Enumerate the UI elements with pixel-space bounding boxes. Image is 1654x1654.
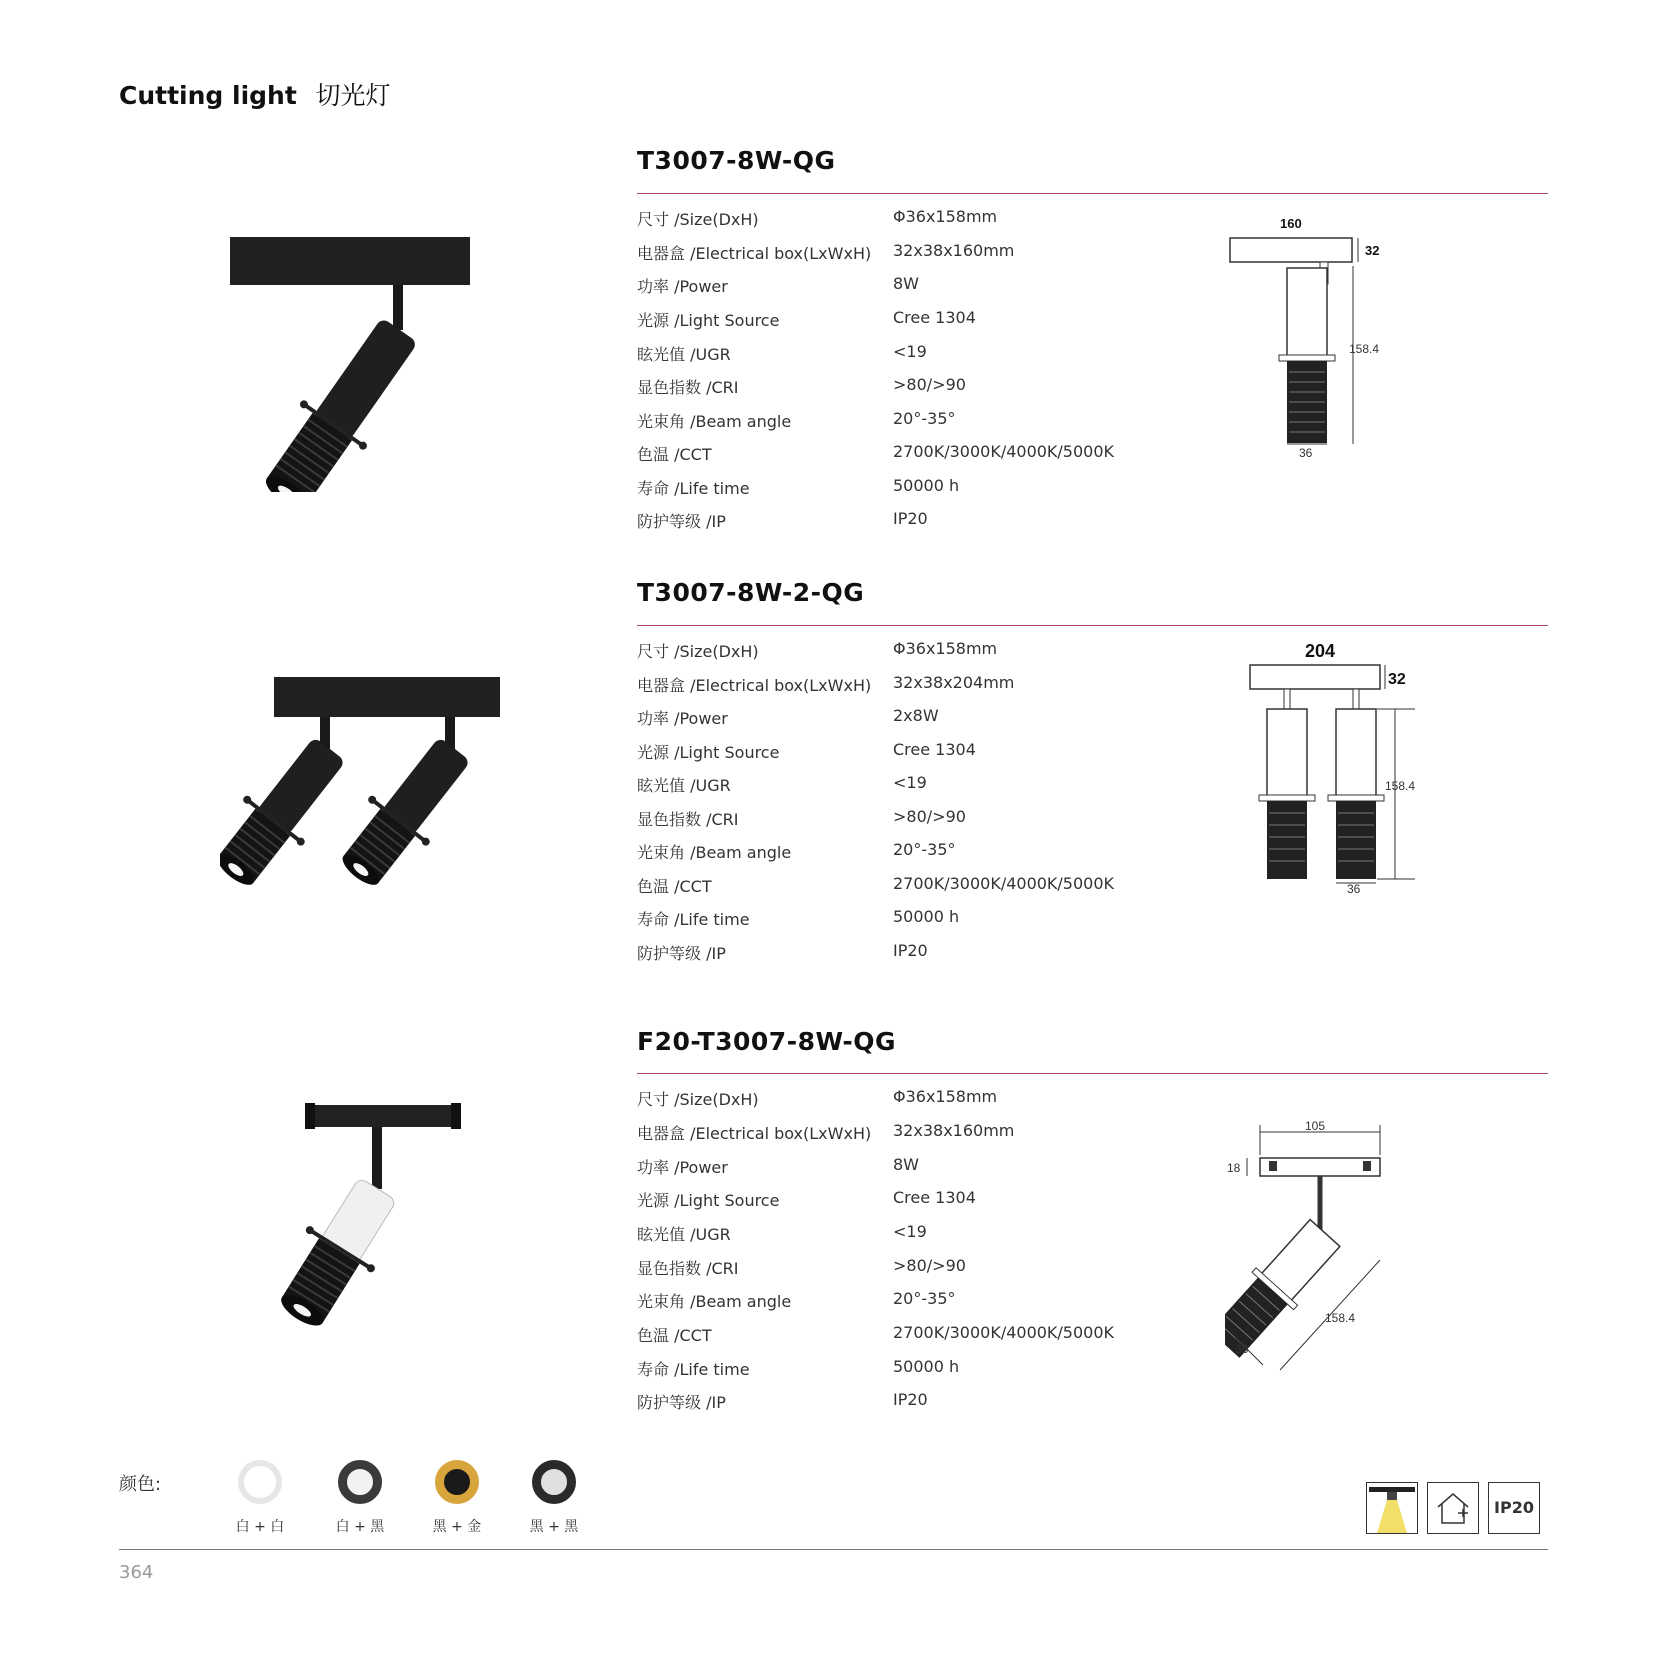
page-title-en: Cutting light <box>119 81 297 110</box>
spec-value: Cree 1304 <box>893 740 976 759</box>
dimension-drawing <box>1225 1115 1435 1385</box>
product-name: F20-T3007-8W-QG <box>637 1027 897 1056</box>
spec-value: 32x38x204mm <box>893 673 1015 692</box>
dimension-drawing <box>1245 635 1445 895</box>
spec-value: 2700K/3000K/4000K/5000K <box>893 1323 1115 1342</box>
spec-value: 50000 h <box>893 1357 960 1376</box>
spec-value: 2x8W <box>893 706 939 725</box>
spec-label: 色温 /CCT <box>637 877 712 896</box>
spec-value: 50000 h <box>893 907 960 926</box>
spec-label: 光源 /Light Source <box>637 311 780 330</box>
spec-label: 显色指数 /CRI <box>637 810 739 829</box>
spec-label: 色温 /CCT <box>637 1326 712 1345</box>
spec-label: 光束角 /Beam angle <box>637 412 792 431</box>
spec-value: 2700K/3000K/4000K/5000K <box>893 874 1115 893</box>
drawing-diameter: 36 <box>1235 1342 1249 1356</box>
color-swatch <box>238 1460 282 1504</box>
spec-label: 尺寸 /Size(DxH) <box>637 1090 759 1109</box>
spec-label: 电器盒 /Electrical box(LxWxH) <box>637 1124 872 1143</box>
page-number: 364 <box>119 1562 154 1583</box>
color-caption: 黑 + 金 <box>432 1519 482 1535</box>
spec-value: <19 <box>893 342 927 361</box>
drawing-height: 32 <box>1365 243 1380 258</box>
product-photo <box>220 672 510 902</box>
spec-label: 寿命 /Life time <box>637 910 750 929</box>
color-option[interactable] <box>232 1460 288 1536</box>
colors-label: 颜色: <box>119 1474 162 1495</box>
spec-value: <19 <box>893 1222 927 1241</box>
spec-value: Φ36x158mm <box>893 639 998 658</box>
spec-value: 20°-35° <box>893 840 956 859</box>
dimension-drawing <box>1225 210 1415 460</box>
drawing-length: 158.4 <box>1325 1311 1356 1325</box>
section-divider <box>637 625 1548 626</box>
color-swatch <box>435 1460 479 1504</box>
drawing-height: 18 <box>1227 1161 1241 1175</box>
spec-value: 8W <box>893 274 919 293</box>
spec-label: 功率 /Power <box>637 1158 728 1177</box>
spec-value: Φ36x158mm <box>893 1087 998 1106</box>
page-title-cn: 切光灯 <box>315 81 391 110</box>
drawing-width: 204 <box>1305 641 1336 661</box>
spec-label: 尺寸 /Size(DxH) <box>637 210 759 229</box>
spec-label: 光束角 /Beam angle <box>637 843 792 862</box>
spec-label: 电器盒 /Electrical box(LxWxH) <box>637 244 872 263</box>
spec-label: 光束角 /Beam angle <box>637 1292 792 1311</box>
spec-label: 电器盒 /Electrical box(LxWxH) <box>637 676 872 695</box>
spec-label: 寿命 /Life time <box>637 479 750 498</box>
spec-label: 显色指数 /CRI <box>637 378 739 397</box>
color-caption: 黑 + 黑 <box>529 1519 579 1535</box>
color-caption: 白 + 黑 <box>335 1519 385 1535</box>
indoor-use-icon <box>1427 1482 1479 1534</box>
section-divider <box>637 193 1548 194</box>
spec-label: 眩光值 /UGR <box>637 345 731 364</box>
spec-value: >80/>90 <box>893 1256 966 1275</box>
spec-value: IP20 <box>893 1390 928 1409</box>
spec-value: Φ36x158mm <box>893 207 998 226</box>
spec-label: 防护等级 /IP <box>637 512 726 531</box>
drawing-width: 160 <box>1280 216 1302 231</box>
spec-label: 眩光值 /UGR <box>637 1225 731 1244</box>
product-name: T3007-8W-QG <box>637 146 836 175</box>
spec-value: >80/>90 <box>893 375 966 394</box>
color-swatch <box>532 1460 576 1504</box>
color-swatch <box>338 1460 382 1504</box>
drawing-height: 32 <box>1388 671 1406 688</box>
page-title <box>119 76 391 112</box>
spec-value: <19 <box>893 773 927 792</box>
product-name: T3007-8W-2-QG <box>637 578 865 607</box>
section-divider <box>637 1073 1548 1074</box>
spec-value: 32x38x160mm <box>893 1121 1015 1140</box>
drawing-diameter: 36 <box>1299 446 1313 460</box>
ip20-badge <box>1488 1482 1540 1534</box>
spec-value: Cree 1304 <box>893 308 976 327</box>
footer-divider <box>119 1549 1548 1550</box>
track-light-icon <box>1366 1482 1418 1534</box>
spec-label: 寿命 /Life time <box>637 1360 750 1379</box>
spec-value: 20°-35° <box>893 409 956 428</box>
product-photo <box>260 1100 490 1340</box>
spec-value: 8W <box>893 1155 919 1174</box>
spec-label: 功率 /Power <box>637 709 728 728</box>
color-caption: 白 + 白 <box>235 1519 285 1535</box>
drawing-length: 158.4 <box>1349 342 1380 356</box>
spec-label: 显色指数 /CRI <box>637 1259 739 1278</box>
spec-value: Cree 1304 <box>893 1188 976 1207</box>
spec-label: 尺寸 /Size(DxH) <box>637 642 759 661</box>
ip20-text: IP20 <box>1494 1498 1534 1517</box>
spec-label: 眩光值 /UGR <box>637 776 731 795</box>
spec-value: >80/>90 <box>893 807 966 826</box>
color-option[interactable] <box>429 1460 485 1536</box>
spec-value: IP20 <box>893 509 928 528</box>
spec-value: 50000 h <box>893 476 960 495</box>
spec-value: 32x38x160mm <box>893 241 1015 260</box>
spec-value: 2700K/3000K/4000K/5000K <box>893 442 1115 461</box>
product-photo <box>225 232 485 492</box>
spec-label: 防护等级 /IP <box>637 944 726 963</box>
drawing-width: 105 <box>1305 1119 1326 1133</box>
spec-label: 光源 /Light Source <box>637 743 780 762</box>
color-option[interactable] <box>526 1460 582 1536</box>
color-option[interactable] <box>332 1460 388 1536</box>
spec-label: 功率 /Power <box>637 277 728 296</box>
spec-value: IP20 <box>893 941 928 960</box>
drawing-diameter: 36 <box>1347 882 1361 895</box>
spec-label: 防护等级 /IP <box>637 1393 726 1412</box>
spec-label: 色温 /CCT <box>637 445 712 464</box>
drawing-length: 158.4 <box>1385 779 1416 793</box>
spec-label: 光源 /Light Source <box>637 1191 780 1210</box>
spec-value: 20°-35° <box>893 1289 956 1308</box>
